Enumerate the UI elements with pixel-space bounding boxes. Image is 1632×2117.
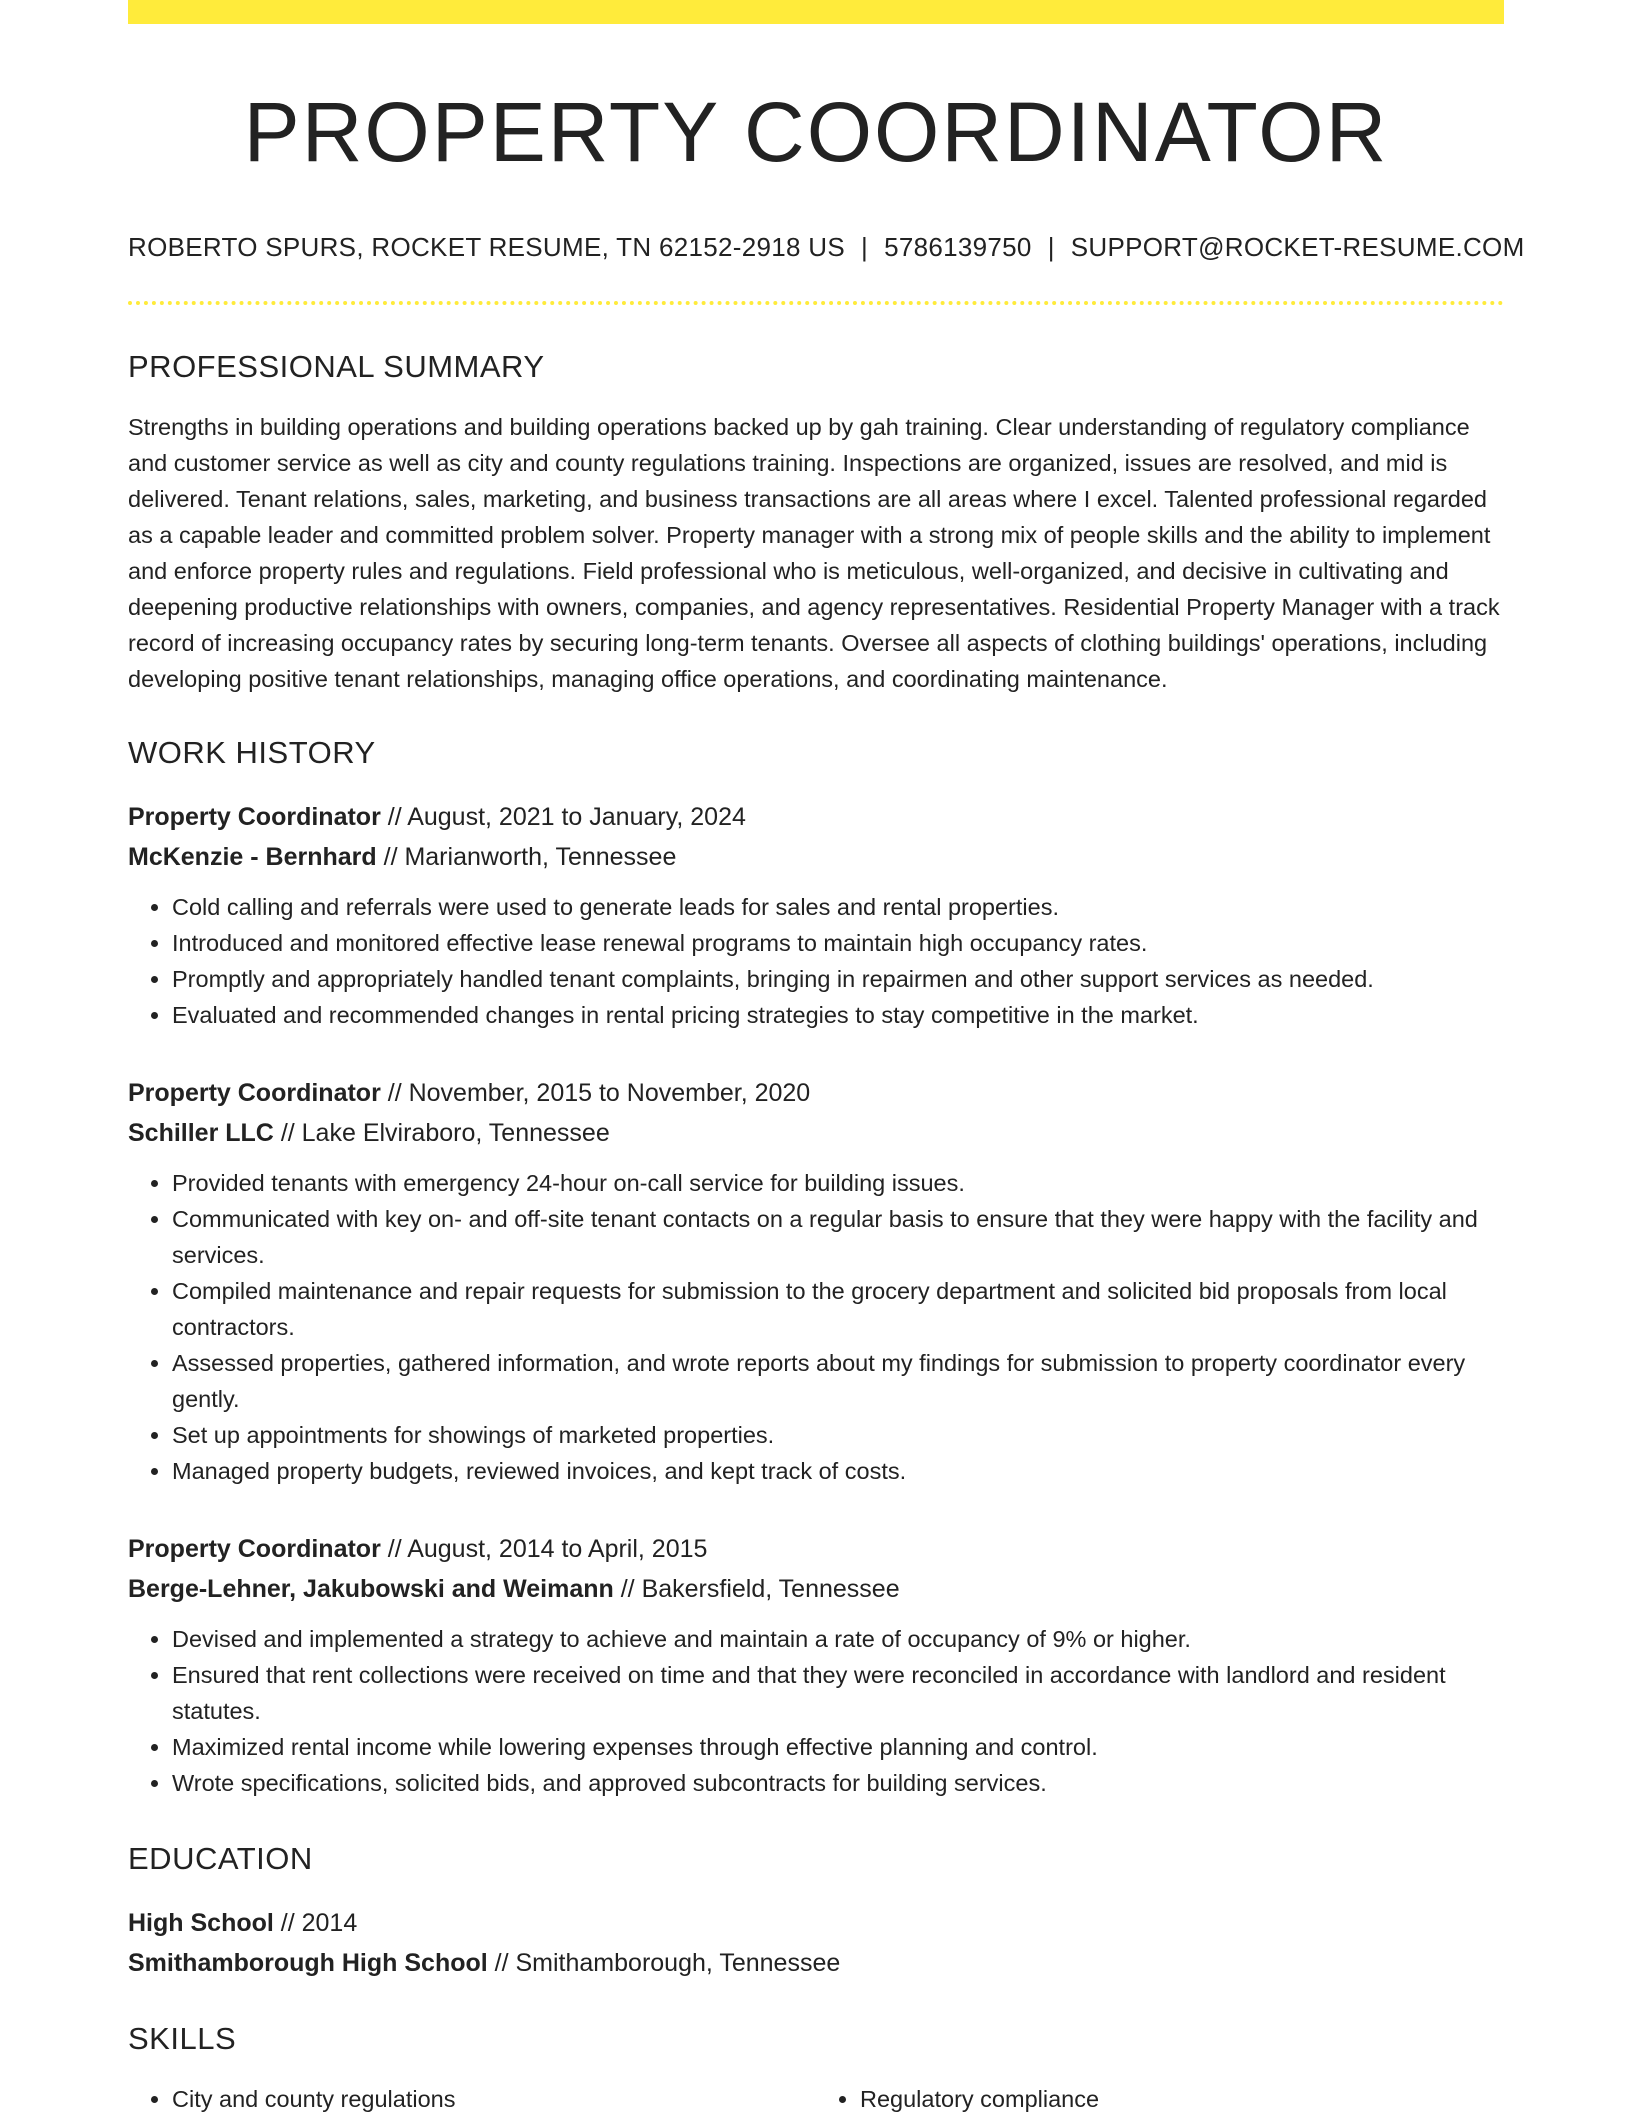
job-bullet: • Provided tenants with emergency 24-hour on-call service for building issues. <box>172 1165 1504 1201</box>
job-title: Property Coordinator <box>128 1079 381 1108</box>
job-bullet: • Evaluated and recommended changes in rental pricing strategies to stay competitive in the market. <box>172 997 1504 1033</box>
job-title-line <box>128 797 1504 837</box>
accent-bar <box>128 0 1504 24</box>
job-location: // Marianworth, Tennessee <box>376 843 677 872</box>
job-bullet: • Compiled maintenance and repair requests for submission to the grocery department and solicited bid proposals from local contractors. <box>172 1273 1504 1345</box>
job-bullet: • Set up appointments for showings of marketed properties. <box>172 1417 1504 1453</box>
job-entry <box>128 1529 1504 1801</box>
job-bullet: • Cold calling and referrals were used to generate leads for sales and rental properties. <box>172 889 1504 925</box>
job-dates: // August, 2021 to January, 2024 <box>380 803 746 832</box>
job-bullets <box>128 1621 1504 1801</box>
contact-separator: | <box>861 232 869 263</box>
education-school-line <box>128 1943 1504 1983</box>
resume-title: PROPERTY COORDINATOR <box>243 85 1389 179</box>
job-bullet: • Promptly and appropriately handled tenant complaints, bringing in repairmen and other support services as needed. <box>172 961 1504 997</box>
contact-address: ROBERTO SPURS, ROCKET RESUME, TN 62152-2918 US <box>128 232 846 263</box>
job-bullet: • Wrote specifications, solicited bids, and approved subcontracts for building services. <box>172 1765 1504 1801</box>
job-location: // Bakersfield, Tennessee <box>613 1575 900 1604</box>
job-bullet: • Maximized rental income while lowering expenses through effective planning and control. <box>172 1729 1504 1765</box>
education-entry <box>128 1903 1504 1983</box>
job-bullet: • Devised and implemented a strategy to achieve and maintain a rate of occupancy of 9% or higher. <box>172 1621 1504 1657</box>
job-company-line <box>128 837 1504 877</box>
job-title-line <box>128 1529 1504 1569</box>
job-company-line <box>128 1569 1504 1609</box>
job-dates: // August, 2014 to April, 2015 <box>380 1535 708 1564</box>
job-entry <box>128 797 1504 1033</box>
job-bullets <box>128 889 1504 1033</box>
dotted-divider <box>128 301 1504 305</box>
summary-heading: PROFESSIONAL SUMMARY <box>128 349 545 385</box>
education-degree: High School <box>128 1909 274 1938</box>
job-company: Schiller LLC <box>128 1119 274 1148</box>
job-bullet: • Introduced and monitored effective lease renewal programs to maintain high occupancy rates. <box>172 925 1504 961</box>
job-entry <box>128 1073 1504 1489</box>
summary-text: Strengths in building operations and building operations backed up by gah training. Clear understanding of regulatory compliance and customer service as well as city and county regulations training. Inspections are organized, issues are resolved, and mid is delivered. Tenant relations, sales, marketing, and business transactions are all areas where I excel. Talented professional regarded as a capable leader and committed problem solver. Property manager with a strong mix of people skills and the ability to implement and enforce property rules and regulations. Field professional who is meticulous, well-organized, and decisive in cultivating and deepening productive relationships with owners, companies, and agency representatives. Residential Property Manager with a track record of increasing occupancy rates by securing long-term tenants. Oversee all aspects of clothing buildings' operations, including developing positive tenant relationships, managing office operations, and coordinating maintenance. <box>128 414 1500 693</box>
job-company: McKenzie - Bernhard <box>128 843 377 872</box>
job-title-line <box>128 1073 1504 1113</box>
job-dates: // November, 2015 to November, 2020 <box>380 1079 811 1108</box>
skill-item: • City and county regulations <box>172 2081 816 2117</box>
education-degree-line <box>128 1903 1504 1943</box>
job-title: Property Coordinator <box>128 1535 381 1564</box>
job-bullet: • Managed property budgets, reviewed invoices, and kept track of costs. <box>172 1453 1504 1489</box>
contact-line <box>128 232 1525 263</box>
job-bullet: • Assessed properties, gathered information, and wrote reports about my findings for submission to property coordinator every gently. <box>172 1345 1504 1417</box>
contact-email: SUPPORT@ROCKET-RESUME.COM <box>1070 232 1525 263</box>
skills-heading: SKILLS <box>128 2021 237 2057</box>
education-heading: EDUCATION <box>128 1841 313 1877</box>
contact-phone: 5786139750 <box>884 232 1032 263</box>
job-title: Property Coordinator <box>128 803 381 832</box>
job-location: // Lake Elviraboro, Tennessee <box>273 1119 610 1148</box>
job-company: Berge-Lehner, Jakubowski and Weimann <box>128 1575 614 1604</box>
job-bullets <box>128 1165 1504 1489</box>
work-history-heading: WORK HISTORY <box>128 735 376 771</box>
education-location: // Smithamborough, Tennessee <box>487 1949 841 1978</box>
job-bullet: • Communicated with key on- and off-site tenant contacts on a regular basis to ensure that they were happy with the facility and services. <box>172 1201 1504 1273</box>
skill-item: • Regulatory compliance <box>860 2081 1504 2117</box>
education-year: // 2014 <box>273 1909 358 1938</box>
education-school: Smithamborough High School <box>128 1949 488 1978</box>
job-bullet: • Ensured that rent collections were received on time and that they were reconciled in accordance with landlord and resident statutes. <box>172 1657 1504 1729</box>
job-company-line <box>128 1113 1504 1153</box>
contact-separator: | <box>1047 232 1055 263</box>
resume-page <box>128 0 1525 2117</box>
